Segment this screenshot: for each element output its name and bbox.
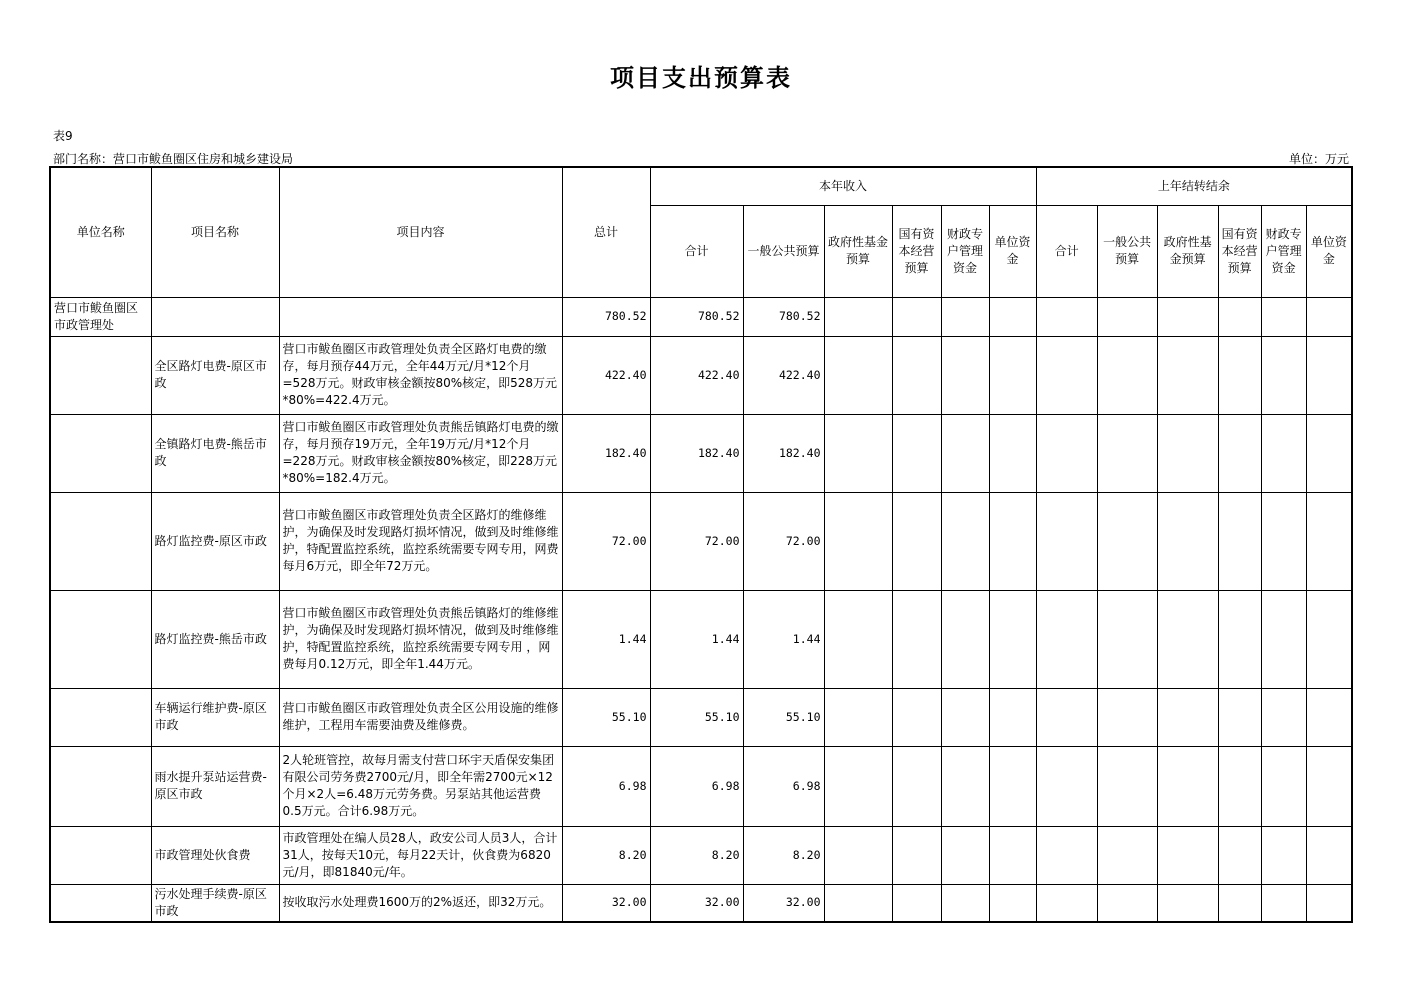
- table-row: [50, 590, 1352, 688]
- cell-subtotal: 55.10: [650, 688, 743, 746]
- cell-subtotal: 8.20: [650, 826, 743, 884]
- header-prev-state: 国有资本经营预算: [1218, 205, 1261, 297]
- cell-subtotal: 72.00: [650, 492, 743, 590]
- cell-project-content: 营口市鲅鱼圈区市政管理处负责全区路灯的维修维护，为确保及时发现路灯损坏情况，做到及时维修维护，特配置监控系统，监控系统需要专网专用，网费每月6万元，即全年72万元。: [279, 492, 562, 590]
- header-cur-subtotal: 合计: [650, 205, 743, 297]
- header-prev-general: 一般公共预算: [1097, 205, 1157, 297]
- table-row: [50, 492, 1352, 590]
- cell-general: 32.00: [743, 884, 824, 922]
- cell-general: 1.44: [743, 590, 824, 688]
- header-cur-unit: 单位资金: [989, 205, 1036, 297]
- header-cur-state: 国有资本经营预算: [892, 205, 941, 297]
- cell-subtotal: 6.98: [650, 746, 743, 826]
- cell-general: 8.20: [743, 826, 824, 884]
- cell-total: 8.20: [562, 826, 650, 884]
- table-row: [50, 826, 1352, 884]
- header-cur-special: 财政专户管理资金: [941, 205, 989, 297]
- header-project-content: 项目内容: [279, 167, 562, 297]
- cell-project-content: 营口市鲅鱼圈区市政管理处负责全区路灯电费的缴存，每月预存44万元，全年44万元/月*12个月=528万元。财政审核金额按80%核定，即528万元*80%=422.4万元。: [279, 336, 562, 414]
- header-total: 总计: [562, 167, 650, 297]
- cell-project-name: 雨水提升泵站运营费-原区市政: [151, 746, 279, 826]
- cell-total: 6.98: [562, 746, 650, 826]
- cell-project-name: [151, 297, 279, 336]
- header-project-name: 项目名称: [151, 167, 279, 297]
- cell-project-content: [279, 297, 562, 336]
- header-current-year: 本年收入: [650, 167, 1036, 205]
- cell-project-name: 全镇路灯电费-熊岳市政: [151, 414, 279, 492]
- cell-total: 32.00: [562, 884, 650, 922]
- cell-general: 6.98: [743, 746, 824, 826]
- cell-project-content: 营口市鲅鱼圈区市政管理处负责全区公用设施的维修维护，工程用车需要油费及维修费。: [279, 688, 562, 746]
- budget-table: [49, 166, 1353, 923]
- cell-general: 780.52: [743, 297, 824, 336]
- cell-subtotal: 182.40: [650, 414, 743, 492]
- cell-total: 182.40: [562, 414, 650, 492]
- header-prior-year: 上年结转结余: [1036, 167, 1352, 205]
- header-prev-fund: 政府性基金预算: [1157, 205, 1218, 297]
- cell-project-content: 2人轮班管控，故每月需支付营口环宇天盾保安集团有限公司劳务费2700元/月，即全年需2700元×12个月×2人=6.48万元劳务费。另泵站其他运营费0.5万元。合计6.98万元。: [279, 746, 562, 826]
- header-prev-unit: 单位资金: [1306, 205, 1352, 297]
- cell-project-content: 按收取污水处理费1600万的2%返还，即32万元。: [279, 884, 562, 922]
- header-prev-special: 财政专户管理资金: [1261, 205, 1306, 297]
- cell-total: 422.40: [562, 336, 650, 414]
- unit-label: 单位：万元: [1288, 152, 1349, 166]
- cell-subtotal: 780.52: [650, 297, 743, 336]
- cell-general: 55.10: [743, 688, 824, 746]
- table-row: [50, 746, 1352, 826]
- header-cur-general: 一般公共预算: [743, 205, 824, 297]
- cell-unit: [50, 414, 151, 492]
- cell-subtotal: 422.40: [650, 336, 743, 414]
- cell-project-name: 全区路灯电费-原区市政: [151, 336, 279, 414]
- cell-total: 1.44: [562, 590, 650, 688]
- header-prev-subtotal: 合计: [1036, 205, 1097, 297]
- cell-project-content: 市政管理处在编人员28人，政安公司人员3人，合计31人，按每天10元，每月22天计，伙食费为6820元/月，即81840元/年。: [279, 826, 562, 884]
- cell-general: 72.00: [743, 492, 824, 590]
- cell-project-name: 路灯监控费-熊岳市政: [151, 590, 279, 688]
- cell-unit: [50, 688, 151, 746]
- cell-unit: [50, 884, 151, 922]
- table-row: [50, 884, 1352, 922]
- table-row: [50, 336, 1352, 414]
- cell-total: 72.00: [562, 492, 650, 590]
- cell-total: 55.10: [562, 688, 650, 746]
- table-row: [50, 688, 1352, 746]
- cell-unit: 营口市鲅鱼圈区市政管理处: [50, 297, 151, 336]
- cell-project-content: 营口市鲅鱼圈区市政管理处负责熊岳镇路灯电费的缴存，每月预存19万元，全年19万元/月*12个月=228万元。财政审核金额按80%核定，即228万元*80%=182.4万元。: [279, 414, 562, 492]
- cell-total: 780.52: [562, 297, 650, 336]
- cell-project-content: 营口市鲅鱼圈区市政管理处负责熊岳镇路灯的维修维护，为确保及时发现路灯损坏情况，做到及时维修维护，特配置监控系统，监控系统需要专网专用 ，网费每月0.12万元，即全年1.44万元。: [279, 590, 562, 688]
- cell-subtotal: 32.00: [650, 884, 743, 922]
- table-row: [50, 297, 1352, 336]
- table-number: 表9: [53, 129, 73, 143]
- cell-unit: [50, 336, 151, 414]
- header-cur-fund: 政府性基金预算: [824, 205, 892, 297]
- cell-project-name: 路灯监控费-原区市政: [151, 492, 279, 590]
- page-title: 项目支出预算表: [610, 64, 792, 92]
- cell-unit: [50, 826, 151, 884]
- cell-unit: [50, 590, 151, 688]
- cell-subtotal: 1.44: [650, 590, 743, 688]
- cell-project-name: 市政管理处伙食费: [151, 826, 279, 884]
- header-unit-name: 单位名称: [50, 167, 151, 297]
- table-row: [50, 414, 1352, 492]
- cell-general: 182.40: [743, 414, 824, 492]
- cell-unit: [50, 746, 151, 826]
- cell-general: 422.40: [743, 336, 824, 414]
- cell-unit: [50, 492, 151, 590]
- department-name: 部门名称：营口市鲅鱼圈区住房和城乡建设局: [53, 152, 294, 166]
- cell-project-name: 污水处理手续费-原区市政: [151, 884, 279, 922]
- cell-project-name: 车辆运行维护费-原区市政: [151, 688, 279, 746]
